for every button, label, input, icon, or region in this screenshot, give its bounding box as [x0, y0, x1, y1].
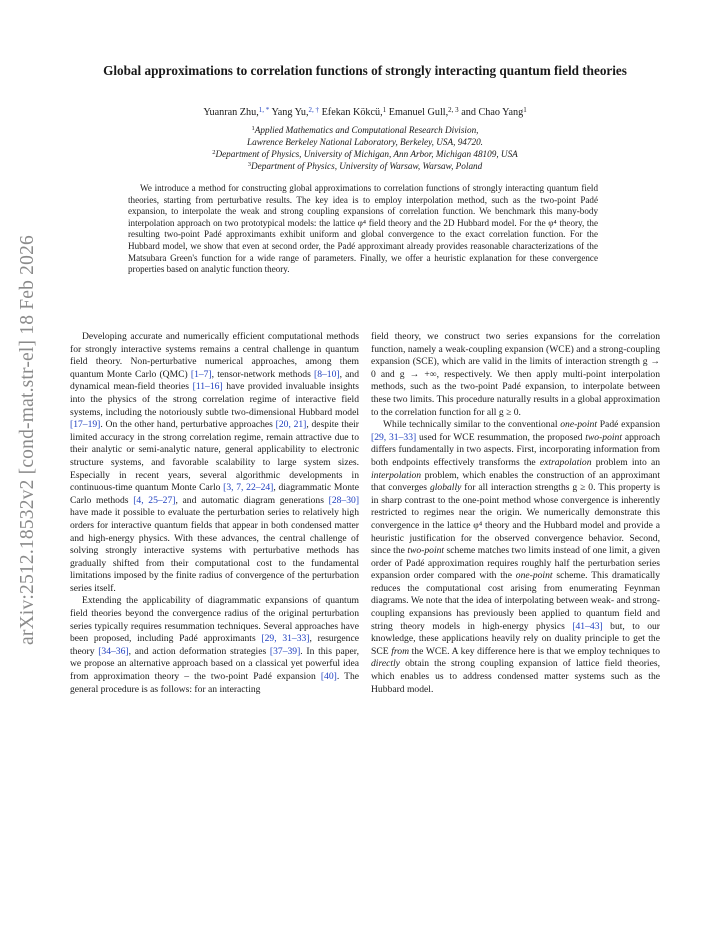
citation-link[interactable]: [29, 31–33]: [371, 431, 417, 443]
text-run: obtain the strong coupling expansion of lattice field theories, which enables us to address condensed matter systems such as the Hubbard model.: [371, 658, 660, 695]
text-run: . The general procedure is as follows: for an interacting: [70, 671, 359, 695]
body-column-right: [371, 331, 660, 696]
text-run: Padé expansion: [597, 419, 660, 431]
affiliation: $^3$Department of Physics, University of Warsaw, Warsaw, Poland: [247, 161, 483, 171]
citation-link[interactable]: [28–30]: [328, 494, 360, 506]
citation-link[interactable]: [34–36]: [98, 645, 129, 657]
citation-link[interactable]: [40]: [320, 671, 337, 683]
text-run: approach differs fundamentally in two aspects. First, incorporating information from both endpoints effectively transforms the: [371, 431, 660, 468]
affiliation: $^1$Applied Mathematics and Computational Research Division,: [251, 125, 479, 135]
emphasized-text: extrapolation: [539, 456, 592, 468]
citation-link[interactable]: [1–7]: [190, 368, 212, 380]
text-run: the WCE. A key difference here is that we employ techniques to: [409, 645, 660, 657]
text-run: , tensor-network methods: [211, 368, 314, 380]
paper-title: Global approximations to correlation functions of strongly interacting quantum field theories: [103, 63, 627, 78]
body-paragraph: [70, 595, 359, 696]
citation-link[interactable]: [41–43]: [572, 620, 603, 632]
text-run: , and action deformation strategies: [128, 645, 270, 657]
citation-link[interactable]: [4, 25–27]: [133, 494, 176, 506]
emphasized-text: from: [391, 645, 410, 657]
body-paragraph: [371, 331, 660, 419]
text-run: used for WCE resummation, the proposed: [416, 431, 586, 443]
emphasized-text: interpolation: [371, 469, 422, 481]
emphasized-text: two-point: [585, 431, 623, 443]
abstract: [128, 183, 598, 276]
emphasized-text: two-point: [407, 545, 445, 557]
emphasized-text: directly: [371, 658, 400, 670]
text-run: problem, which enables the construction of an approximant that converges: [371, 469, 660, 494]
text-run: , and automatic diagram generations: [175, 494, 329, 506]
affiliation: $^2$Department of Physics, University of Michigan, Ann Arbor, Michigan 48109, USA: [212, 149, 518, 159]
citation-link[interactable]: [37–39]: [269, 645, 301, 657]
text-run: scheme. This dramatically reduces the computational cost arising from enumerating Feynman diagrams. We note that the idea of interpolating between weak- and strong-coupling expansions has previously been applied to quantum field and string theory models in high-energy physics: [371, 570, 660, 632]
emphasized-text: one-point: [560, 419, 597, 431]
affiliation-continued: Lawrence Berkeley National Laboratory, Berkeley, USA, 94720.: [247, 137, 483, 147]
text-run: , resurgence theory: [70, 633, 359, 657]
text-run: , despite their limited accuracy in the strong correlation regime, remain attractive due to their analytic or semi-analytic nature, general applicability to electronic structure systems, and favorable scalability to large system sizes. Especially in recent years, several algorithmic developments in continuous-time quantum Monte Carlo: [70, 419, 360, 494]
citation-link[interactable]: [11–16]: [192, 381, 223, 393]
text-run: scheme matches two limits instead of one limit, a given order of Padé approximation requires roughly half the perturbation series expansion order compared with the: [371, 545, 661, 582]
emphasized-text: globally: [429, 482, 462, 494]
emphasized-text: one-point: [515, 570, 553, 582]
author: Yang Yu,$^{2, \dagger}$: [271, 106, 320, 118]
author: Yuanran Zhu,$^{1, *}$: [203, 106, 270, 118]
text-run: field theory, we construct two series expansions for the correlation function, namely a weak-coupling expansion (WCE) and a strong-coupling expansion (SCE), which are valid in the limits of interaction strength g → 0 and g → +∞, respectively. We then apply multi-point interpolation methods, such as the two-point Padé expansion, to interpolate between these two limits. This procedure naturally results in a global approximation to the correlation function for all g ≥ 0.: [371, 331, 660, 418]
citation-link[interactable]: [3, 7, 22–24]: [223, 482, 274, 494]
text-run: but, to our knowledge, these applications heavily rely on duality principle to get the SCE: [371, 620, 660, 657]
body-paragraph: [371, 419, 660, 696]
citation-link[interactable]: [17–19]: [70, 419, 101, 431]
arxiv-sidebar-stamp: [8, 210, 48, 670]
author: and Chao Yang$^1$: [461, 106, 527, 118]
text-run: While technically similar to the conventional: [383, 419, 561, 431]
body-column-left: [70, 331, 359, 696]
affiliation-list: [70, 124, 660, 172]
text-run: Developing accurate and numerically efficient computational methods for strongly interactive systems remains a central challenge in quantum field theory. Non-perturbative numerical approaches, among them quantum Monte Carlo (QMC): [70, 331, 359, 380]
text-run: , and dynamical mean-field theories: [70, 368, 360, 393]
text-run: Extending the applicability of diagrammatic expansions of quantum field theories beyond the convergence radius of the original perturbation series typically requires resummation techniques. Several approaches have been proposed, including Padé approximants: [70, 595, 359, 645]
author: Emanuel Gull,$^{2, 3}$: [388, 106, 459, 118]
body-paragraph: [70, 331, 359, 595]
abstract-text: We introduce a method for constructing global approximations to correlation functions of strongly interacting quantum field theories, starting from perturbative results. The key idea is to employ interpolation method, such as the two-point Padé expansion, to interpolate the weak and strong coupling expansions of correlation function. We benchmark this many-body interpolation approach on two prototypical models: the lattice φ⁴ field theory and the 2D Hubbard model. For the φ⁴ theory, the resulting two-point Padé approximants exhibit uniform and global convergence to the exact correlation function. For the Hubbard model, we show that even at second order, the Padé approximant already provides reasonable characterizations of the Matsubara Green's function for a wide range of parameters. Finally, we offer a heuristic explanation for these convergence properties based on analytic function theory.: [128, 183, 598, 275]
text-run: for all interaction strengths g ≥ 0. This property is in sharp contrast to the one-point method whose convergence is inherently restricted to regimes near the origin. We numerically demonstrate this convergence in the lattice φ⁴ theory and the Hubbard model and provide a heuristic justification for the observed convergence behavior. Second, since the: [371, 482, 660, 557]
citation-link[interactable]: [20, 21]: [275, 419, 307, 431]
text-run: . On the other hand, perturbative approaches: [100, 419, 276, 431]
text-run: . In this paper, we propose an alternative approach based on a classical yet powerful idea from approximation theory – the two-point Padé expansion: [70, 645, 359, 683]
author: Efekan Kökcü,$^1$: [321, 106, 387, 118]
citation-link[interactable]: [8–10]: [314, 368, 340, 380]
text-run: , diagrammatic Monte Carlo methods: [70, 482, 359, 506]
author-list: [70, 106, 660, 120]
citation-link[interactable]: [29, 31–33]: [261, 633, 310, 645]
text-run: have provided invaluable insights into the physics of the strong correlation regime of interactive field systems, including the notoriously subtle two-dimensional Hubbard model: [70, 381, 359, 418]
text-run: problem into an: [591, 456, 660, 468]
arxiv-identifier: arXiv:2512.18532v2 [cond-mat.str-el] 18 Feb 2026: [17, 235, 38, 645]
text-run: have made it possible to evaluate the perturbation series to relatively high orders for interactive quantum fields that appear in both condensed matter and high-energy physics. With these advances, the central challenge of solving strongly interactive systems with perturbative methods has gradually shifted from their computational cost to the fundamental limitations imposed by the finite radius of convergence of the perturbation series itself.: [70, 507, 359, 594]
